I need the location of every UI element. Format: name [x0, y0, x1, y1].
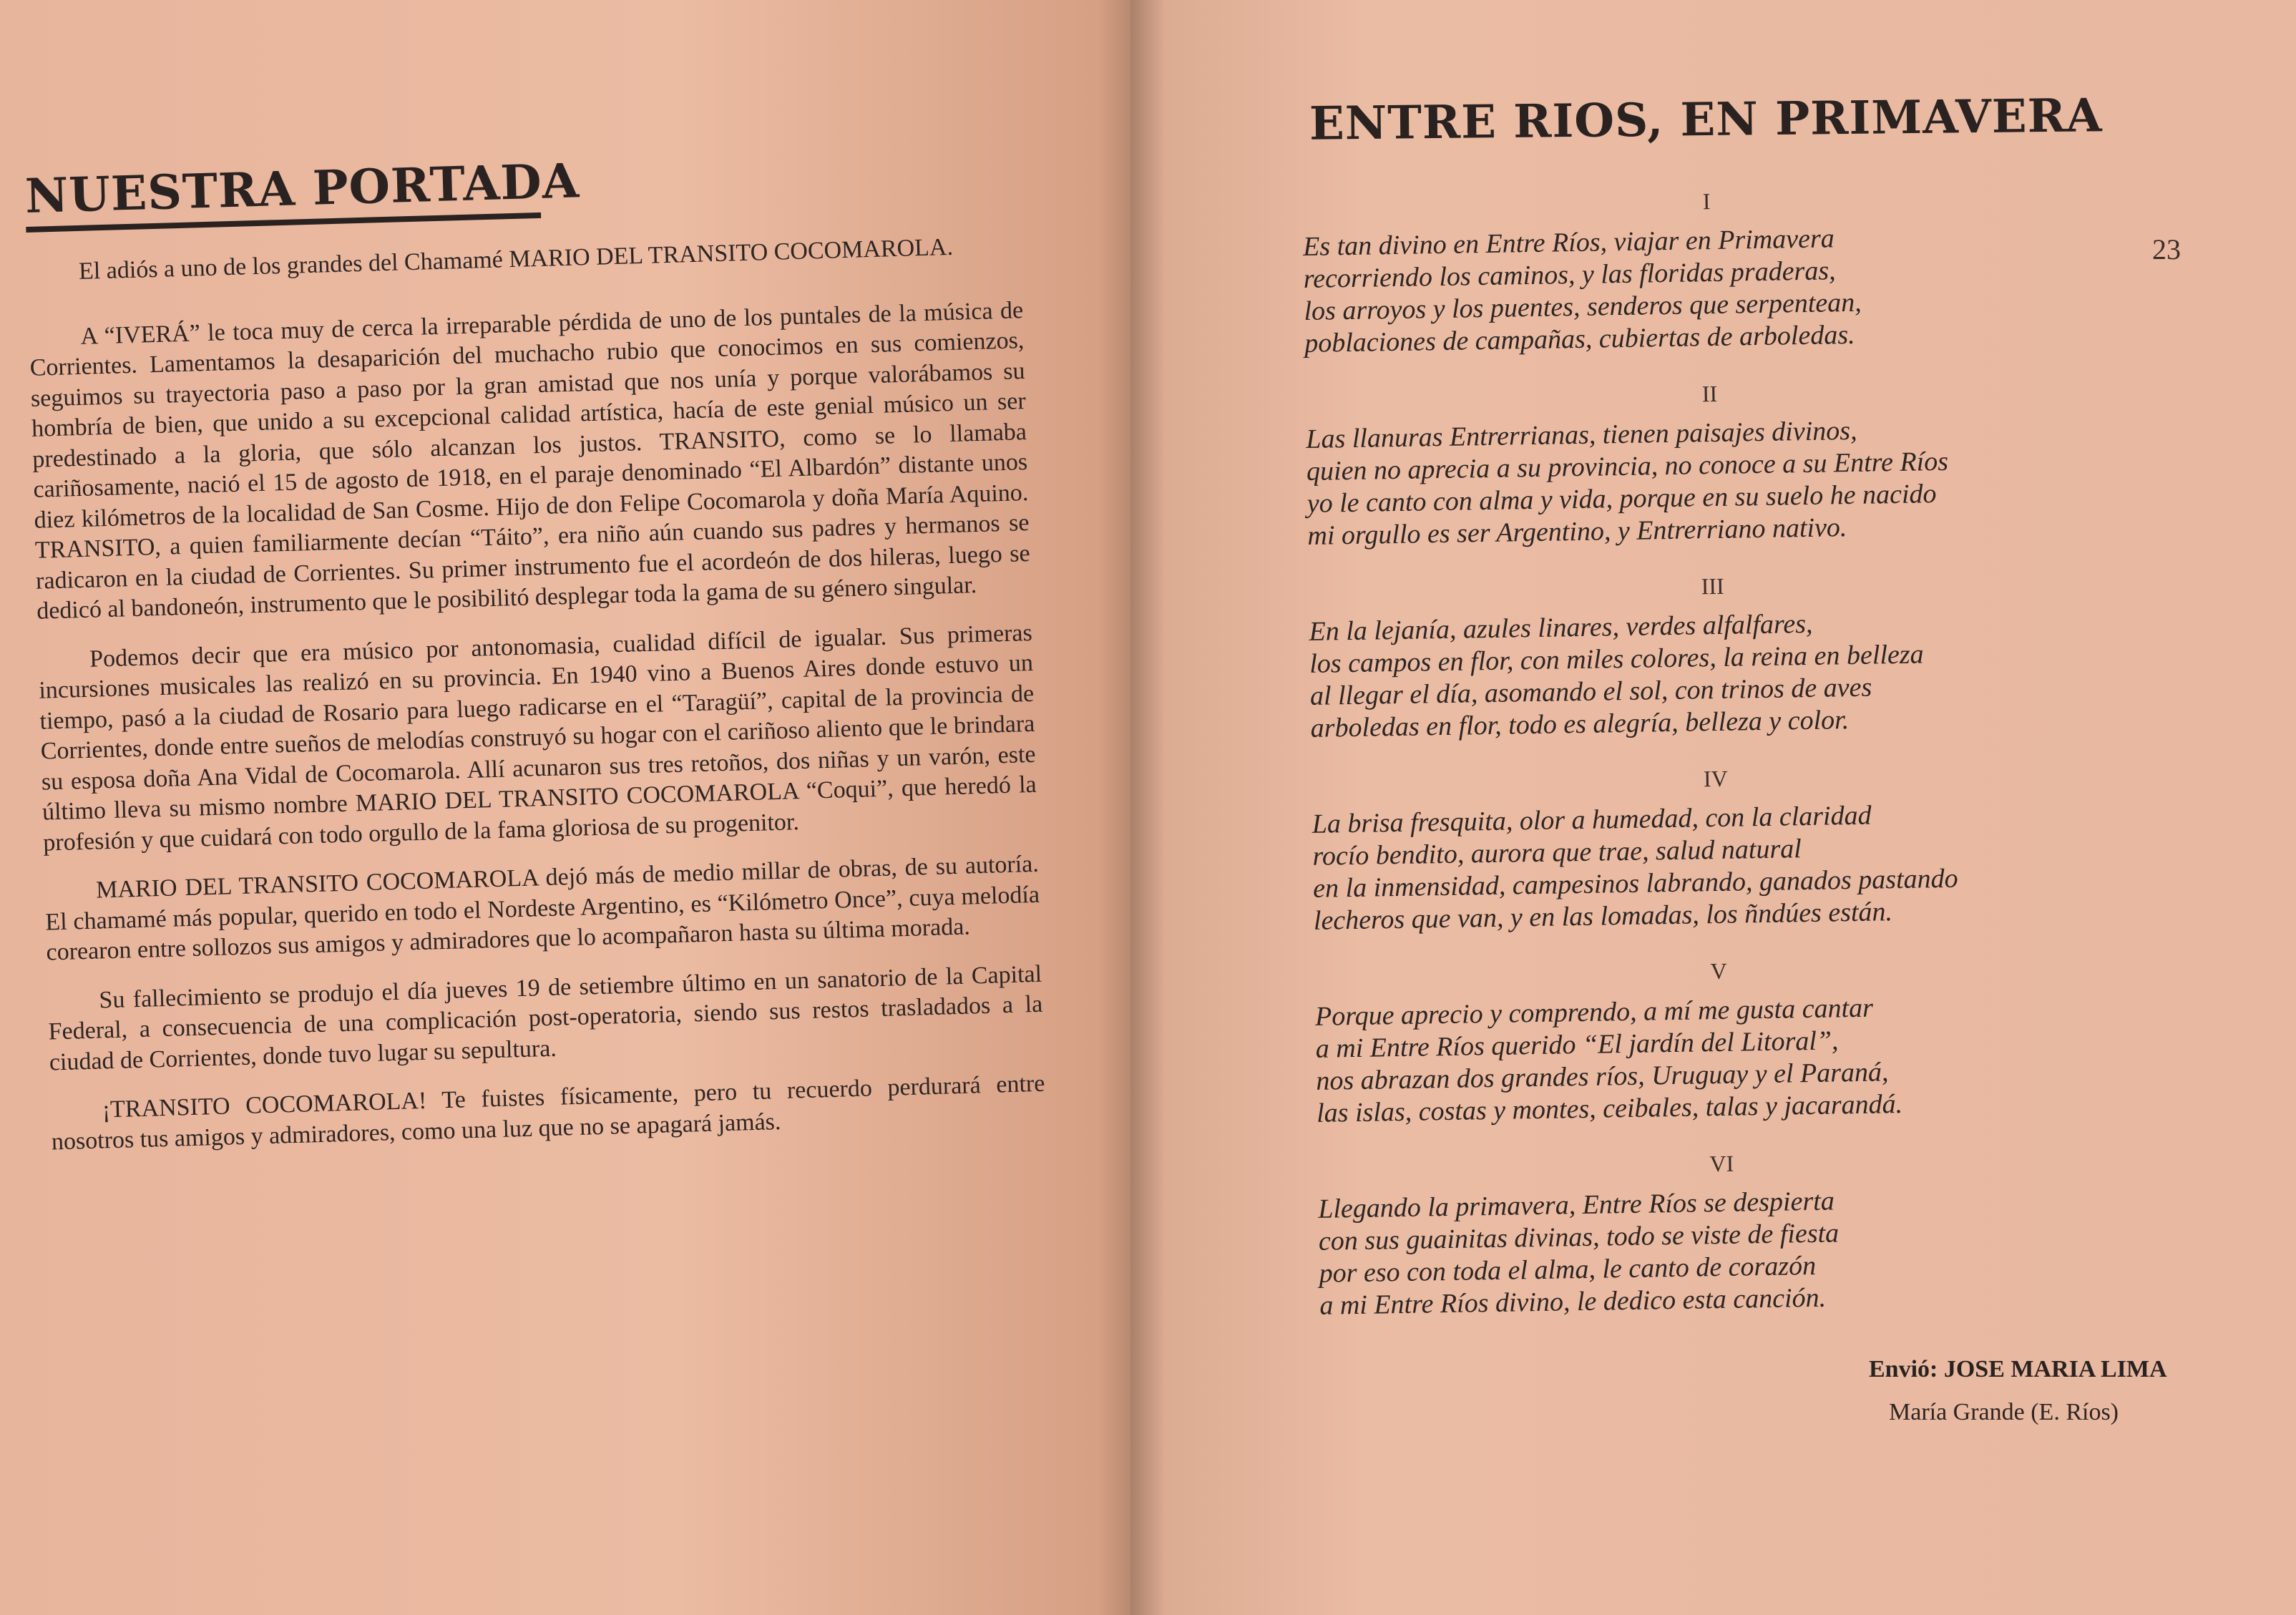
stanza — [1311, 794, 2208, 937]
article-paragraph: Podemos decir que era músico por antonomasia, cualidad difícil de igualar. Sus primeras incursiones musicales las realizó en su provincia. En 1940 vino a Buenos Aires donde estuvo un tiempo, pasó a la ciudad de Rosario para luego radicarse en el “Taragüí”, capital de la provincia de Corrientes, donde entre sueños de melodías construyó su hogar con el cariñoso aliento que le brindara su esposa doña Ana Vidal de Cocomarola. Allí acunaron sus tres retoños, dos niñas y un varón, este último lleva su mismo nombre MARIO DEL TRANSITO COCOMAROLA “Coqui”, que heredó la profesión y que cuidará con todo orgullo de la fama gloriosa de su progenitor. — [38, 619, 1037, 857]
article-paragraph: A “IVERÁ” le toca muy de cerca la irreparable pérdida de uno de los puntales de la música de Corrientes. Lamentamos la desaparición del muchacho rubio que conocimos en sus comienzos, seguimos su trayectoria paso a paso por la gran amistad que nos unía y porque valorábamos su hombría de bien, que unido a su excepcional calidad artística, hacía de este genial músico un ser predestinado a la gloria, que sólo alcanzan los justos. TRANSITO, como se lo llamaba cariñosamente, nació el 15 de agosto de 1918, en el paraje denominado “El Albardón” distante unos diez kilómetros de la localidad de San Cosme. Hijo de don Felipe Cocomarola y doña María Aquino. TRANSITO, a quien familiarmente decían “Táito”, era niño aún cuando sus padres y hermanos se radicaron en la ciudad de Corrientes. Su primer instrumento fue el acordeón de dos hileras, luego se dedicó al bandoneón, instrumento que le posibilitó desplegar toda la gama de su género singular. — [29, 296, 1031, 625]
poem-line: al llegar el día, asomando el sol, con trinos de aves — [1309, 672, 1872, 711]
poem-line: a mi Entre Ríos divino, le dedico esta canción. — [1319, 1282, 1827, 1321]
poem-line: los campos en flor, con miles colores, la reina en belleza — [1309, 639, 1924, 679]
stanza-numeral: I — [1702, 188, 1711, 215]
poem-line: En la lejanía, azules linares, verdes alfalfares, — [1309, 608, 1813, 647]
poem-line: en la inmensidad, campesinos labrando, ganados pastando — [1312, 863, 1958, 904]
poem-line: mi orgullo es ser Argentino, y Entrerriano nativo. — [1307, 512, 1847, 551]
article-paragraph: Su fallecimiento se produjo el día jueves 19 de setiembre último en un sanatorio de la Capital Federal, a consecuencia de una complicación post-operatoria, siendo sus restos trasladados a la ciudad de Corrientes, donde tuvo lugar su sepultura. — [48, 960, 1043, 1076]
poem — [1302, 180, 2214, 1349]
page-number: 23 — [2152, 233, 2181, 265]
poem-line: poblaciones de campañas, cubiertas de arboledas. — [1304, 319, 1855, 358]
poem-sender: Envió: JOSE MARIA LIMA — [1869, 1356, 2167, 1382]
poem-line: lecheros que van, y en las lomadas, los ñndúes están. — [1313, 897, 1893, 936]
poem-line: los arroyos y los puentes, senderos que serpentean, — [1304, 287, 1862, 326]
stanza — [1306, 409, 2202, 552]
left-page — [0, 0, 1130, 1615]
stanza — [1318, 1179, 2214, 1322]
poem-line: arboledas en flor, todo es alegría, belleza y color. — [1310, 705, 1850, 743]
poem-line: yo le canto con alma y vida, porque en su suelo he nacido — [1306, 479, 1937, 519]
article-intro: El adiós a uno de los grandes del Chamamé MARIO DEL TRANSITO COCOMAROLA. — [78, 233, 954, 285]
stanza-numeral: II — [1701, 380, 1718, 407]
poem-line: Las llanuras Entrerrianas, tienen paisajes divinos, — [1306, 415, 1857, 454]
article-paragraph: ¡TRANSITO COCOMAROLA! Te fuistes físicamente, pero tu recuerdo perdurará entre nosotros tus amigos y admiradores, como una luz que no se apagará jamás. — [51, 1070, 1045, 1155]
poem-line: las islas, costas y montes, ceibales, talas y jacarandá. — [1316, 1088, 1903, 1128]
poem-line: rocío bendito, aurora que trae, salud natural — [1312, 834, 1802, 872]
poem-title: ENTRE RIOS, EN PRIMAVERA — [1309, 89, 2103, 151]
poem-line: La brisa fresquita, olor a humedad, con la claridad — [1311, 800, 1872, 839]
poem-sender-place: María Grande (E. Ríos) — [1889, 1399, 2119, 1425]
poem-line: Porque aprecio y comprendo, a mí me gusta cantar — [1314, 992, 1874, 1032]
stanza-numeral: III — [1701, 572, 1724, 600]
poem-line: Es tan divino en Entre Ríos, viajar en Primavera — [1302, 223, 1835, 262]
stanza — [1309, 602, 2205, 745]
article-paragraph: MARIO DEL TRANSITO COCOMAROLA dejó más de medio millar de obras, de su autoría. El chamamé más popular, querido en todo el Nordeste Argentino, es “Kilómetro Once”, cuya melodía corearon entre sollozos sus amigos y admiradores que lo acompañaron hasta su última morada. — [44, 850, 1040, 966]
poem-line: a mi Entre Ríos querido “El jardín del Litoral”, — [1315, 1025, 1839, 1064]
poem-line: con sus guainitas divinas, todo se viste de fiesta — [1318, 1218, 1840, 1257]
article-title: NUESTRA PORTADA — [24, 152, 580, 224]
poem-line: nos abrazan dos grandes ríos, Uruguay y el Paraná, — [1316, 1057, 1889, 1096]
article-nuestra-portada — [24, 140, 1047, 1176]
poem-line: por eso con toda el alma, le canto de corazón — [1319, 1250, 1817, 1289]
stanza-numeral: VI — [1709, 1150, 1734, 1177]
stanza — [1303, 217, 2199, 360]
stanza-numeral: V — [1710, 957, 1727, 985]
poem-line: quien no aprecia a su provincia, no conoce a su Entre Ríos — [1306, 446, 1949, 487]
stanza — [1315, 987, 2212, 1130]
stanza-numeral: IV — [1703, 765, 1729, 792]
poem-line: recorriendo los caminos, y las floridas praderas, — [1303, 255, 1836, 294]
poem-line: Llegando la primavera, Entre Ríos se despierta — [1317, 1186, 1835, 1224]
